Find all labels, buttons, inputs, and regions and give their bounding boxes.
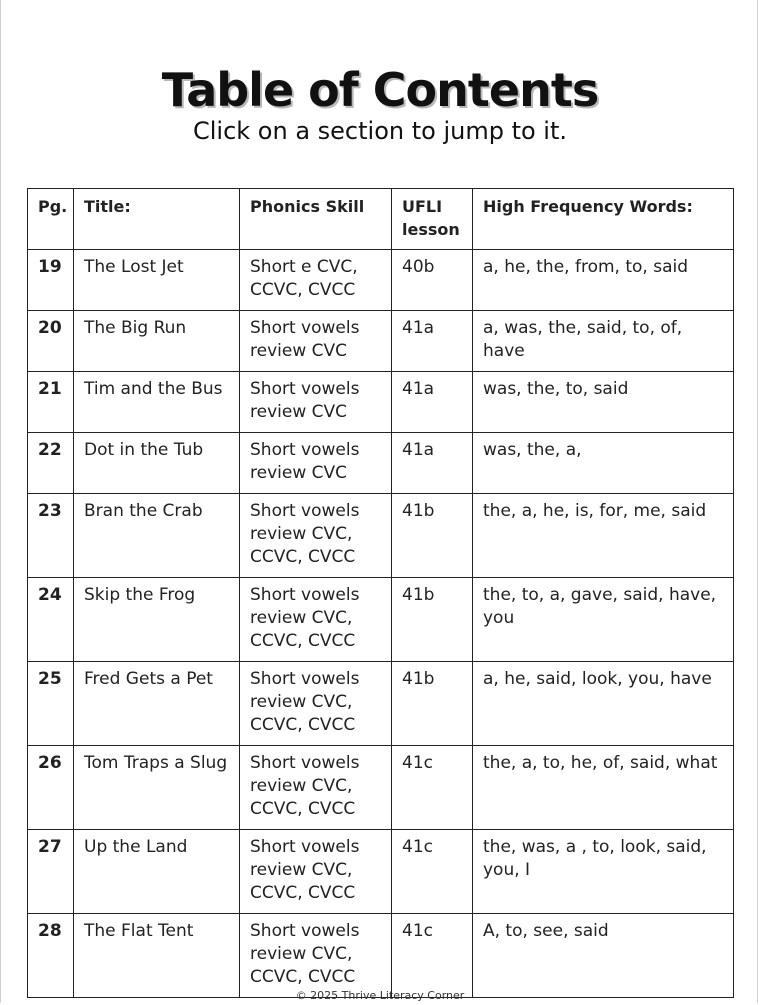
column-header-high-frequency-words: High Frequency Words: bbox=[473, 189, 734, 250]
table-row[interactable] bbox=[28, 662, 734, 746]
high-frequency-words: a, he, said, look, you, have bbox=[473, 662, 734, 746]
high-frequency-words: the, to, a, gave, said, have, you bbox=[473, 578, 734, 662]
story-title-link[interactable]: Up the Land bbox=[74, 830, 240, 914]
ufli-lesson: 41a bbox=[392, 372, 473, 433]
phonics-skill: Short vowels review CVC, CCVC, CVCC bbox=[240, 578, 392, 662]
table-row[interactable] bbox=[28, 372, 734, 433]
phonics-skill: Short vowels review CVC bbox=[240, 433, 392, 494]
ufli-lesson: 41c bbox=[392, 914, 473, 998]
story-title-link[interactable]: Fred Gets a Pet bbox=[74, 662, 240, 746]
phonics-skill: Short e CVC, CCVC, CVCC bbox=[240, 250, 392, 311]
high-frequency-words: the, a, to, he, of, said, what bbox=[473, 746, 734, 830]
high-frequency-words: was, the, a, bbox=[473, 433, 734, 494]
ufli-lesson: 41b bbox=[392, 578, 473, 662]
phonics-skill: Short vowels review CVC, CCVC, CVCC bbox=[240, 830, 392, 914]
phonics-skill: Short vowels review CVC, CCVC, CVCC bbox=[240, 494, 392, 578]
ufli-lesson: 41a bbox=[392, 311, 473, 372]
page-subtitle: Click on a section to jump to it. bbox=[192, 117, 567, 145]
story-title-link[interactable]: Tom Traps a Slug bbox=[74, 746, 240, 830]
story-title-link[interactable]: Bran the Crab bbox=[74, 494, 240, 578]
ufli-lesson: 41c bbox=[392, 746, 473, 830]
page-number: 25 bbox=[28, 662, 74, 746]
high-frequency-words: the, was, a , to, look, said, you, I bbox=[473, 830, 734, 914]
table-row[interactable] bbox=[28, 914, 734, 998]
page-number: 28 bbox=[28, 914, 74, 998]
ufli-lesson: 41b bbox=[392, 662, 473, 746]
high-frequency-words: A, to, see, said bbox=[473, 914, 734, 998]
phonics-skill: Short vowels review CVC, CCVC, CVCC bbox=[240, 914, 392, 998]
table-row[interactable] bbox=[28, 746, 734, 830]
table-row[interactable] bbox=[28, 250, 734, 311]
phonics-skill: Short vowels review CVC, CCVC, CVCC bbox=[240, 746, 392, 830]
page-number: 26 bbox=[28, 746, 74, 830]
table-row[interactable] bbox=[28, 494, 734, 578]
ufli-lesson: 41c bbox=[392, 830, 473, 914]
page-number: 23 bbox=[28, 494, 74, 578]
story-title-link[interactable]: Skip the Frog bbox=[74, 578, 240, 662]
story-title-link[interactable]: Tim and the Bus bbox=[74, 372, 240, 433]
copyright-footer: © 2025 Thrive Literacy Corner bbox=[295, 989, 465, 1002]
page-title: Table of Contents bbox=[161, 63, 599, 117]
phonics-skill: Short vowels review CVC bbox=[240, 372, 392, 433]
column-header-page: Pg. bbox=[28, 189, 74, 250]
story-title-link[interactable]: The Lost Jet bbox=[74, 250, 240, 311]
phonics-skill: Short vowels review CVC, CCVC, CVCC bbox=[240, 662, 392, 746]
table-row[interactable] bbox=[28, 578, 734, 662]
ufli-lesson: 40b bbox=[392, 250, 473, 311]
story-title-link[interactable]: The Flat Tent bbox=[74, 914, 240, 998]
table-header-row bbox=[28, 189, 734, 250]
story-title-link[interactable]: Dot in the Tub bbox=[74, 433, 240, 494]
table-row[interactable] bbox=[28, 433, 734, 494]
page-number: 24 bbox=[28, 578, 74, 662]
high-frequency-words: a, he, the, from, to, said bbox=[473, 250, 734, 311]
table-row[interactable] bbox=[28, 311, 734, 372]
column-header-phonics-skill: Phonics Skill bbox=[240, 189, 392, 250]
column-header-title: Title: bbox=[74, 189, 240, 250]
column-header-ufli-lesson: UFLI lesson bbox=[392, 189, 473, 250]
table-row[interactable] bbox=[28, 830, 734, 914]
page-number: 21 bbox=[28, 372, 74, 433]
phonics-skill: Short vowels review CVC bbox=[240, 311, 392, 372]
page-number: 20 bbox=[28, 311, 74, 372]
contents-table bbox=[27, 188, 734, 998]
high-frequency-words: was, the, to, said bbox=[473, 372, 734, 433]
story-title-link[interactable]: The Big Run bbox=[74, 311, 240, 372]
page-number: 19 bbox=[28, 250, 74, 311]
ufli-lesson: 41a bbox=[392, 433, 473, 494]
page-number: 27 bbox=[28, 830, 74, 914]
page-number: 22 bbox=[28, 433, 74, 494]
ufli-lesson: 41b bbox=[392, 494, 473, 578]
high-frequency-words: the, a, he, is, for, me, said bbox=[473, 494, 734, 578]
high-frequency-words: a, was, the, said, to, of, have bbox=[473, 311, 734, 372]
